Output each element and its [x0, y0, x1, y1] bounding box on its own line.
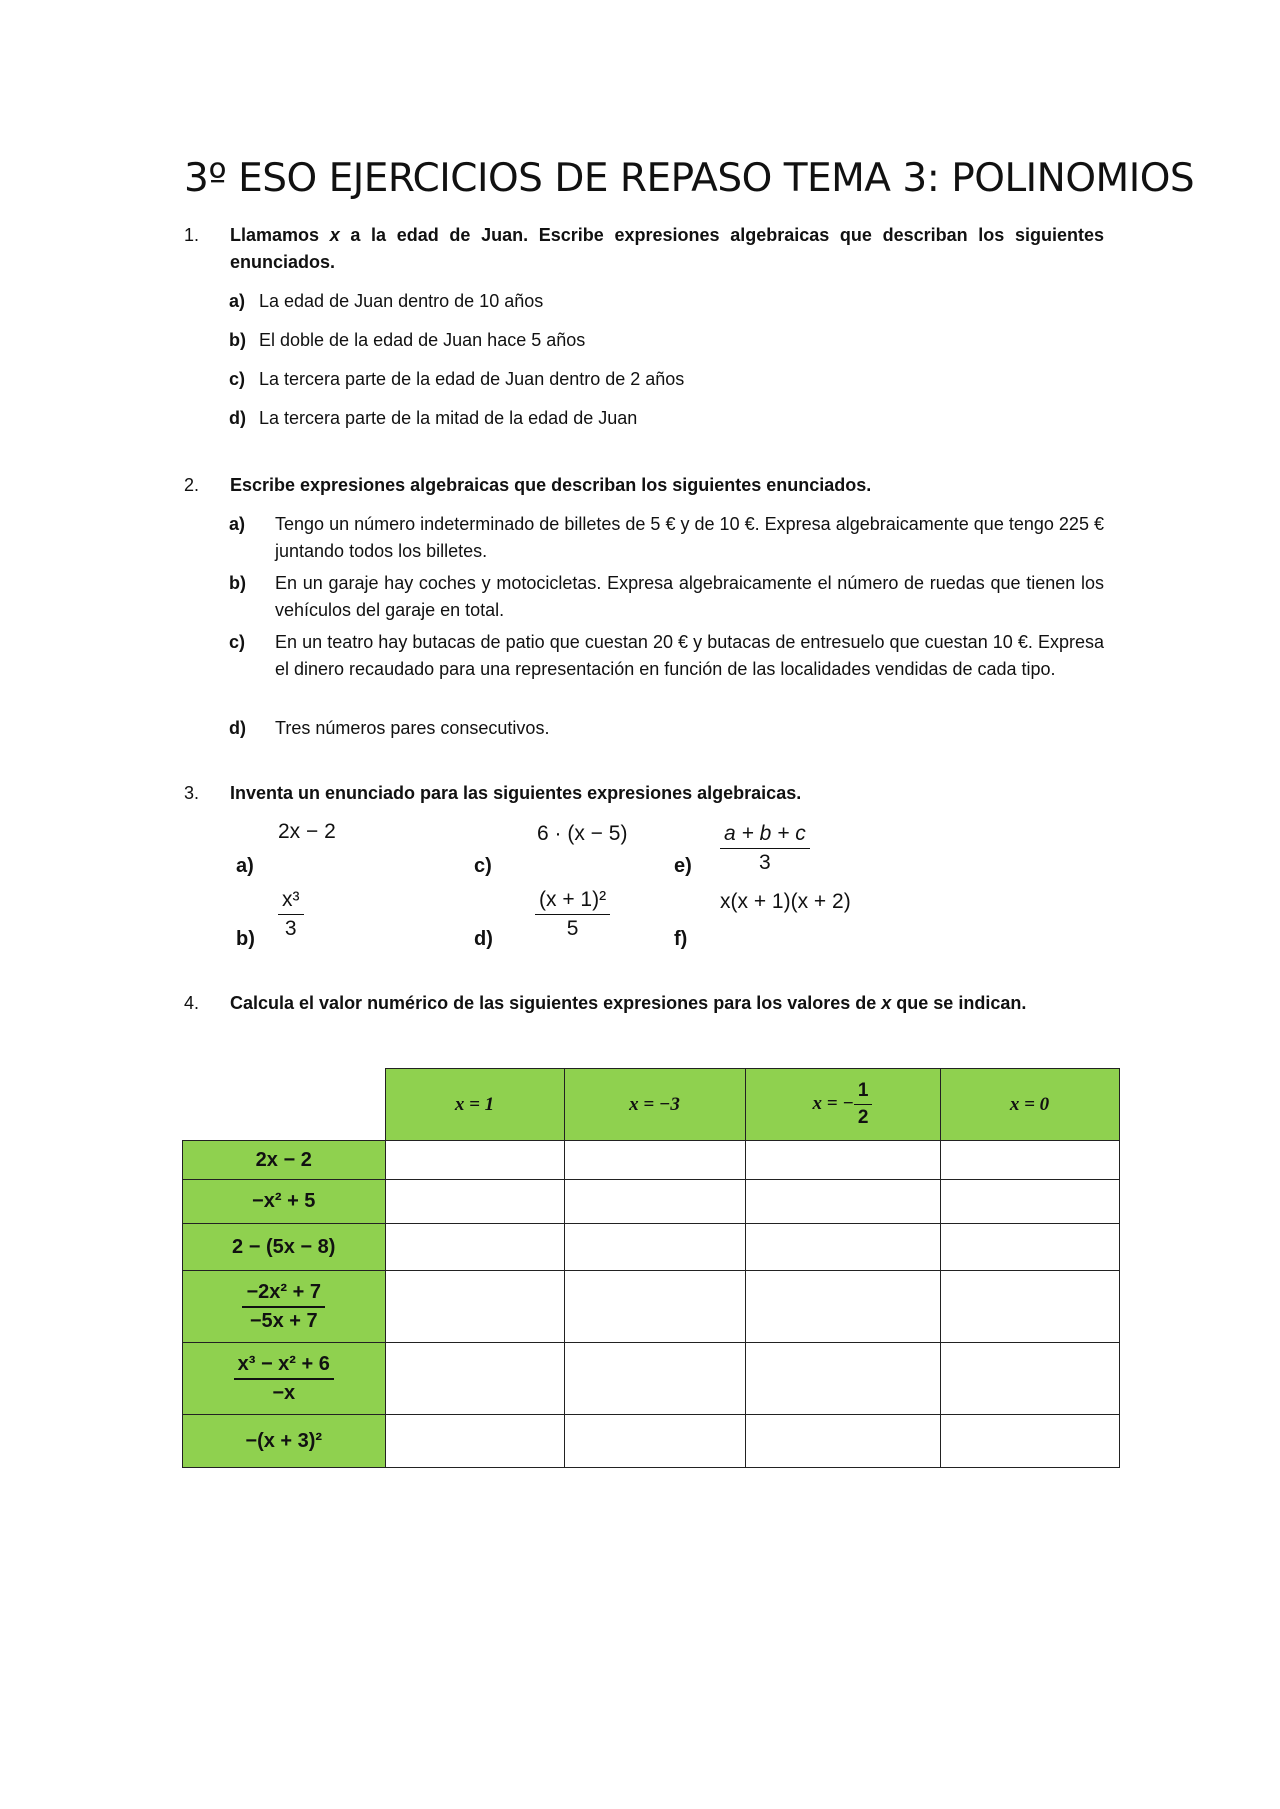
- table-header: x = −3: [564, 1069, 745, 1141]
- answer-cell[interactable]: [385, 1271, 564, 1343]
- answer-cell[interactable]: [745, 1343, 940, 1415]
- expression-a: 2x − 2: [278, 820, 336, 843]
- table-row-header: −(x + 3)²: [183, 1415, 386, 1468]
- page-title: 3º ESO EJERCICIOS DE REPASO TEMA 3: POLINOMIOS: [184, 156, 1195, 201]
- answer-cell[interactable]: [385, 1343, 564, 1415]
- table-corner: [183, 1069, 386, 1141]
- answer-cell[interactable]: [940, 1343, 1119, 1415]
- question-3: [184, 780, 1104, 810]
- answer-cell[interactable]: [940, 1271, 1119, 1343]
- table-row: [183, 1180, 1120, 1224]
- table-row-header: $\frac{\text{−2x² + 7}}{-5x + 7}$: [183, 1271, 386, 1343]
- answer-cell[interactable]: [745, 1271, 940, 1343]
- list-item: d) Tres números pares consecutivos.: [229, 718, 550, 738]
- question-prompt: Escribe expresiones algebraicas que describan los siguientes enunciados.: [230, 475, 872, 495]
- question-number: 4.: [184, 993, 200, 1013]
- table-row: [183, 1224, 1120, 1271]
- answer-cell[interactable]: [564, 1180, 745, 1224]
- list-item: b) En un garaje hay coches y motocicletas. Expresa algebraicamente el número de ruedas que tienen los vehículos del garaje en total.: [229, 573, 1104, 620]
- question-2: [184, 472, 1104, 502]
- table-header: x = − $\frac{1}{2}$: [745, 1069, 940, 1141]
- list-item: a) La edad de Juan dentro de 10 años: [229, 291, 544, 311]
- question-number: 1.: [184, 225, 200, 245]
- question-prompt: Inventa un enunciado para las siguientes expresiones algebraicas.: [230, 783, 802, 803]
- answer-cell[interactable]: [940, 1141, 1119, 1180]
- answer-cell[interactable]: [385, 1180, 564, 1224]
- expression-label-e: e): [674, 855, 692, 877]
- table-row: [183, 1343, 1120, 1415]
- expression-f: x(x + 1)(x + 2): [720, 890, 851, 913]
- expression-label-c: c): [474, 855, 492, 877]
- table-row: [183, 1415, 1120, 1468]
- answer-cell[interactable]: [385, 1224, 564, 1271]
- answer-cell[interactable]: [564, 1415, 745, 1468]
- table-header: x = 0: [940, 1069, 1119, 1141]
- list-item: a) Tengo un número indeterminado de billetes de 5 € y de 10 €. Expresa algebraicamente que tengo 225 € juntando todos los billetes.: [229, 514, 1104, 561]
- expression-label-a: a): [236, 855, 254, 877]
- answer-cell[interactable]: [745, 1224, 940, 1271]
- table-row-header: −x² + 5: [183, 1180, 386, 1224]
- answer-cell[interactable]: [564, 1141, 745, 1180]
- table-row: [183, 1271, 1120, 1343]
- list-item: b) El doble de la edad de Juan hace 5 años: [229, 330, 586, 350]
- expression-label-b: b): [236, 928, 255, 950]
- question-number: 2.: [184, 475, 200, 495]
- answer-cell[interactable]: [940, 1224, 1119, 1271]
- values-table: [182, 1068, 1120, 1468]
- answer-cell[interactable]: [564, 1224, 745, 1271]
- table-row-header: 2 − (5x − 8): [183, 1224, 386, 1271]
- answer-cell[interactable]: [940, 1180, 1119, 1224]
- table-header: x = 1: [385, 1069, 564, 1141]
- expression-c: 6 · (x − 5): [537, 822, 628, 845]
- expression-label-f: f): [674, 928, 688, 950]
- question-prompt: Llamamos x a la edad de Juan. Escribe expresiones algebraicas que describan los siguientes enunciados.: [230, 225, 1104, 272]
- table-row-header: 2x − 2: [183, 1141, 386, 1180]
- answer-cell[interactable]: [564, 1271, 745, 1343]
- answer-cell[interactable]: [745, 1180, 940, 1224]
- answer-cell[interactable]: [385, 1141, 564, 1180]
- expression-d: $\frac{\text{(x + 1)²}}{5}$: [535, 888, 610, 941]
- question-1: [184, 222, 1104, 282]
- list-item: d) La tercera parte de la mitad de la edad de Juan: [229, 408, 638, 428]
- table-row: [183, 1141, 1120, 1180]
- answer-cell[interactable]: [745, 1415, 940, 1468]
- answer-cell[interactable]: [564, 1343, 745, 1415]
- answer-cell[interactable]: [745, 1141, 940, 1180]
- table-row-header: $\frac{\text{x³ − x² + 6}}{-x}$: [183, 1343, 386, 1415]
- question-number: 3.: [184, 783, 200, 803]
- question-prompt: Calcula el valor numérico de las siguientes expresiones para los valores de x que se indican.: [230, 993, 1027, 1013]
- answer-cell[interactable]: [940, 1415, 1119, 1468]
- expression-b: $\frac{\text{x³}}{3}$: [278, 888, 304, 941]
- expression-e: $\frac{a + b + c}{3}$: [720, 822, 810, 875]
- answer-cell[interactable]: [385, 1415, 564, 1468]
- table-header-row: [183, 1069, 1120, 1141]
- list-item: c) La tercera parte de la edad de Juan dentro de 2 años: [229, 369, 685, 389]
- list-item: c) En un teatro hay butacas de patio que cuestan 20 € y butacas de entresuelo que cuestan 10 €. Expresa el dinero recaudado para una representación en función de las localidades vendidas de cada tipo.: [229, 632, 1104, 679]
- question-4: [184, 990, 1104, 1020]
- expression-label-d: d): [474, 928, 493, 950]
